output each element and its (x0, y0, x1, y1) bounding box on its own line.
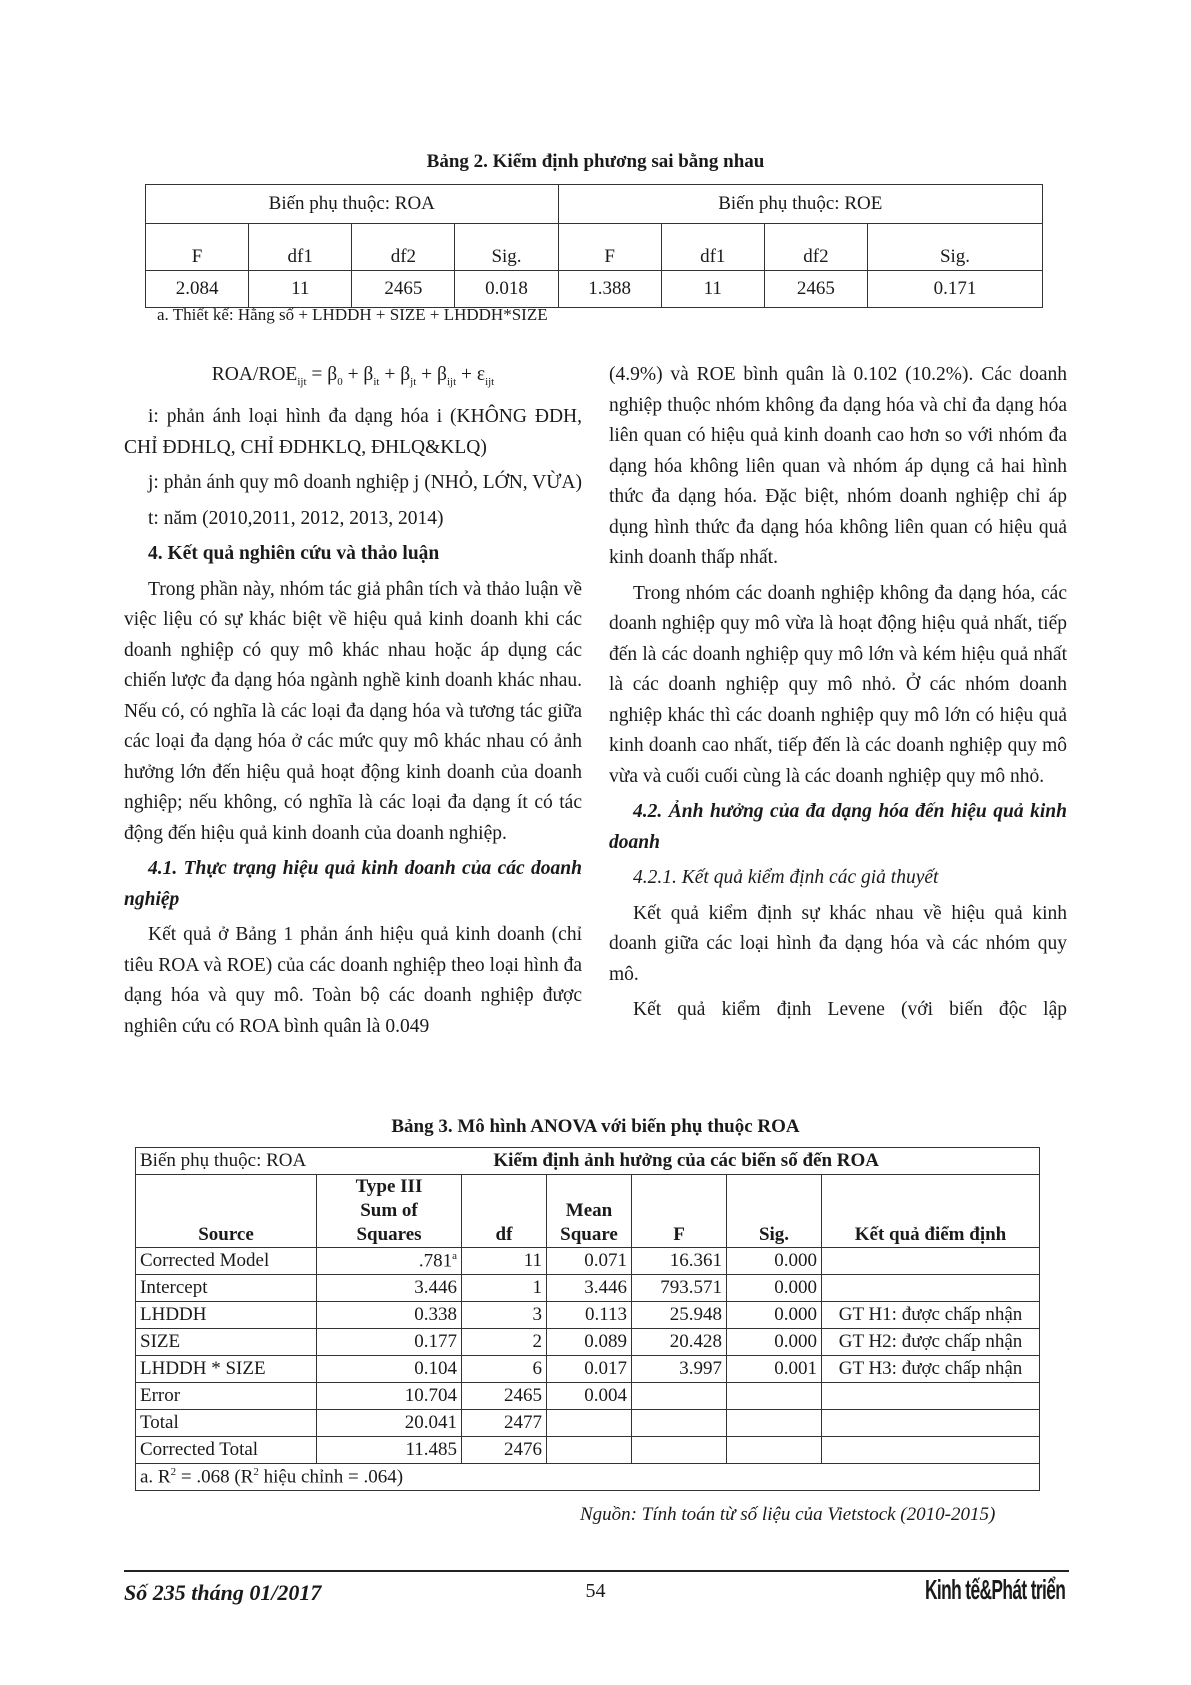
paragraph-continued: (4.9%) và ROE bình quân là 0.102 (10.2%). Các doanh nghiệp thuộc nhóm không đa dạng hóa và chỉ đa dạng hóa liên quan có hiệu quả kinh doanh cao hơn so với nhóm đa dạng hóa không liên quan và nhóm áp dụng cả hai hình thức đa dạng hóa. Đặc biệt, nhóm doanh nghiệp chỉ áp dụng hình thức đa dạng hóa không liên quan có hiệu quả kinh doanh thấp nhất. (609, 364, 1067, 568)
table3-result (822, 1383, 1040, 1410)
table2-cell: 11 (661, 271, 764, 308)
table3-note-part: hiệu chỉnh = .064) (258, 1466, 404, 1488)
table3-header-ss-line: Sum of (360, 1200, 418, 1221)
table2-col-header: df2 (764, 224, 867, 271)
table3-source: Total (136, 1410, 317, 1437)
formula-subscript: it (373, 375, 380, 388)
table2-col-header: df1 (661, 224, 764, 271)
table3-result (822, 1410, 1040, 1437)
source-note: Nguồn: Tính toán từ số liệu của Vietstock (2010-2015) (580, 1504, 996, 1525)
table3-df: 2 (462, 1329, 547, 1356)
table3-dep-var: Biến phụ thuộc: ROA (136, 1148, 462, 1175)
table3-f: 25.948 (632, 1302, 727, 1329)
table3-result: GT H3: được chấp nhận (822, 1356, 1040, 1383)
paragraph-4-1: Kết quả ở Bảng 1 phản ánh hiệu quả kinh doanh (chỉ tiêu ROA và ROE) của các doanh nghiệp theo loại hình đa dạng hóa và quy mô. Toàn bộ các doanh nghiệp được nghiên cứu có ROA bình quân là 0.049 (124, 924, 582, 1037)
table3-row (136, 1248, 1040, 1275)
table2-group-roe: Biến phụ thuộc: ROE (558, 185, 1042, 224)
table3-row (136, 1329, 1040, 1356)
table3-row (136, 1275, 1040, 1302)
table3-df: 1 (462, 1275, 547, 1302)
table3-f: 16.361 (632, 1248, 727, 1275)
table2-cell: 11 (249, 271, 352, 308)
table3-ms: 0.113 (547, 1302, 632, 1329)
paragraph-i: i: phản ánh loại hình đa dạng hóa i (KHÔNG ĐDH, CHỈ ĐDHLQ, CHỈ ĐDHKLQ, ĐHLQ&KLQ) (124, 406, 582, 458)
formula-term: + β (379, 364, 411, 385)
table3-note-sup: 2 (170, 1465, 177, 1478)
table3-ms: 0.089 (547, 1329, 632, 1356)
table3-source: Corrected Model (136, 1248, 317, 1275)
table3-header-source: Source (136, 1175, 317, 1248)
table3-ss: 0.338 (317, 1302, 462, 1329)
table3-f: 20.428 (632, 1329, 727, 1356)
table3-row (136, 1356, 1040, 1383)
table3-ss-value: .781 (418, 1250, 453, 1272)
table3-ms (547, 1410, 632, 1437)
table3-sig: 0.000 (727, 1329, 822, 1356)
table3-source: Intercept (136, 1275, 317, 1302)
table3-ss: 0.177 (317, 1329, 462, 1356)
table3-note-part: = .068 (R (176, 1466, 254, 1488)
formula-subscript: ijt (446, 375, 457, 388)
table3-header-ss (317, 1175, 462, 1248)
table3-ss-footnote-mark: a (452, 1249, 457, 1262)
table3-header-ss-line: Type III (355, 1176, 423, 1197)
table2 (145, 184, 1043, 308)
formula-subscript: jt (410, 375, 417, 388)
table3-ms: 0.017 (547, 1356, 632, 1383)
table3-df: 11 (462, 1248, 547, 1275)
table3-ss: 10.704 (317, 1383, 462, 1410)
table3-row (136, 1383, 1040, 1410)
table2-cell: 0.171 (867, 271, 1042, 308)
table3-header-ms-line: Square (560, 1224, 618, 1245)
table3-f (632, 1437, 727, 1464)
table3-result: GT H1: được chấp nhận (822, 1302, 1040, 1329)
table3-f (632, 1383, 727, 1410)
section-heading-4-2-1: 4.2.1. Kết quả kiểm định các giả thuyết (633, 867, 939, 888)
table3-ms: 0.004 (547, 1383, 632, 1410)
formula-term: ROA/ROE (211, 364, 298, 385)
table3-header-ms-line: Mean (565, 1200, 613, 1221)
table3-ss: 3.446 (317, 1275, 462, 1302)
table3-result: GT H2: được chấp nhận (822, 1329, 1040, 1356)
table2-caption: Bảng 2. Kiểm định phương sai bằng nhau (426, 151, 765, 172)
table3-ms: 0.071 (547, 1248, 632, 1275)
issue-label: Số 235 tháng 01/2017 (124, 1580, 322, 1605)
table2-col-header: Sig. (867, 224, 1042, 271)
table2-col-header: df1 (249, 224, 352, 271)
table3-f (632, 1410, 727, 1437)
table3-df: 2476 (462, 1437, 547, 1464)
paragraph-4-2-1: Kết quả kiểm định sự khác nhau về hiệu quả kinh doanh giữa các loại hình đa dạng hóa và các nhóm quy mô. (609, 902, 1067, 985)
table3-sig: 0.001 (727, 1356, 822, 1383)
table3-header-result: Kết quả điểm định (822, 1175, 1040, 1248)
formula-term: + ε (456, 364, 486, 385)
table3-sig: 0.000 (727, 1275, 822, 1302)
table3-ss (317, 1248, 462, 1275)
paragraph-intro: Trong phần này, nhóm tác giả phân tích và thảo luận về việc liệu có sự khác biệt về hiệu quả kinh doanh khi các doanh nghiệp có quy mô khác nhau hoặc áp dụng các chiến lược đa dạng hóa ngành nghề kinh doanh khác nhau. Nếu có, có nghĩa là các loại đa dạng hóa và tương tác giữa các loại đa dạng hóa ở các mức quy mô khác nhau có ảnh hưởng lớn đến hiệu quả hoạt động kinh doanh của doanh nghiệp; nếu không, có nghĩa là các loại đa dạng ít có tác động đến hiệu quả kinh doanh của doanh nghiệp. (124, 578, 582, 844)
table3-sig (727, 1410, 822, 1437)
table3-source: Error (136, 1383, 317, 1410)
table3-header-df: df (462, 1175, 547, 1248)
table2-cell: 2465 (352, 271, 455, 308)
paragraph-groups: Trong nhóm các doanh nghiệp không đa dạng hóa, các doanh nghiệp quy mô vừa là hoạt động hiệu quả nhất, tiếp đến là các doanh nghiệp quy mô lớn và kém hiệu quả nhất là các doanh nghiệp quy mô nhỏ. Ở các nhóm doanh nghiệp khác thì các doanh nghiệp quy mô lớn có hiệu quả kinh doanh cao nhất, tiếp đến là các doanh nghiệp quy mô vừa và cuối cuối cùng là các doanh nghiệp quy mô nhỏ. (609, 582, 1067, 787)
table2-col-header: F (146, 224, 249, 271)
table3-source: LHDDH (136, 1302, 317, 1329)
table3-df: 2477 (462, 1410, 547, 1437)
table3-df: 3 (462, 1302, 547, 1329)
footer-divider (124, 1570, 1069, 1572)
table2-cell: 1.388 (558, 271, 661, 308)
table3 (135, 1147, 1040, 1491)
table2-col-header: Sig. (455, 224, 558, 271)
table2-cell: 2.084 (146, 271, 249, 308)
table2-col-header: F (558, 224, 661, 271)
table3-f: 3.997 (632, 1356, 727, 1383)
formula-term: + β (416, 364, 447, 385)
table3-result (822, 1248, 1040, 1275)
formula-term: = β (306, 364, 338, 385)
table3-ss: 0.104 (317, 1356, 462, 1383)
table3-df: 2465 (462, 1383, 547, 1410)
table3-note-sup: 2 (253, 1465, 259, 1478)
table3-sig (727, 1383, 822, 1410)
model-formula (124, 360, 582, 397)
table3-result (822, 1275, 1040, 1302)
table3-header-ss-line: Squares (356, 1224, 422, 1245)
table3-result (822, 1437, 1040, 1464)
table3-df: 6 (462, 1356, 547, 1383)
table3-ss: 11.485 (317, 1437, 462, 1464)
table3-caption: Bảng 3. Mô hình ANOVA với biến phụ thuộc ROA (391, 1116, 800, 1137)
table3-ss: 20.041 (317, 1410, 462, 1437)
table3-note-part: a. R (140, 1466, 171, 1488)
table2-col-header: df2 (352, 224, 455, 271)
table3-sig: 0.000 (727, 1302, 822, 1329)
table3-sig (727, 1437, 822, 1464)
table3-ms: 3.446 (547, 1275, 632, 1302)
section-heading-4: 4. Kết quả nghiên cứu và thảo luận (148, 543, 440, 565)
section-heading-4-1: 4.1. Thực trạng hiệu quả kinh doanh của các doanh nghiệp (124, 858, 582, 910)
page-number: 54 (585, 1580, 606, 1602)
paragraph-t: t: năm (2010,2011, 2012, 2013, 2014) (148, 507, 444, 529)
paragraph-j: j: phản ánh quy mô doanh nghiệp j (NHỎ, LỚN, VỪA) (148, 472, 582, 494)
table3-note (136, 1464, 1040, 1491)
table3-source: Corrected Total (136, 1437, 317, 1464)
table3-test-title: Kiểm định ảnh hưởng của các biến số đến ROA (462, 1148, 1040, 1175)
table2-cell: 2465 (764, 271, 867, 308)
formula-term: + β (342, 364, 374, 385)
table3-sig: 0.000 (727, 1248, 822, 1275)
table3-header-f: F (632, 1175, 727, 1248)
left-column (124, 360, 582, 1047)
right-column (609, 360, 1067, 1031)
table2-group-roa: Biến phụ thuộc: ROA (146, 185, 559, 224)
table3-source: SIZE (136, 1329, 317, 1356)
table3-row (136, 1410, 1040, 1437)
table3-header-ms (547, 1175, 632, 1248)
table2-cell: 0.018 (455, 271, 558, 308)
formula-subscript: ijt (297, 375, 307, 388)
paragraph-levene: Kết quả kiểm định Levene (với biến độc lập (633, 999, 1067, 1020)
table3-header-sig: Sig. (727, 1175, 822, 1248)
table3-source: LHDDH * SIZE (136, 1356, 317, 1383)
formula-subscript: 0 (337, 375, 343, 388)
table3-f: 793.571 (632, 1275, 727, 1302)
formula-subscript: ijt (485, 375, 495, 388)
table3-row (136, 1437, 1040, 1464)
table2-note: a. Thiết kế: Hằng số + LHDDH + SIZE + LHDDH*SIZE (157, 305, 548, 324)
table3-ms (547, 1437, 632, 1464)
journal-logo: Kinh tế&Phát triển (925, 1574, 1066, 1605)
section-heading-4-2: 4.2. Ảnh hưởng của đa dạng hóa đến hiệu quả kinh doanh (609, 801, 1067, 853)
table3-row (136, 1302, 1040, 1329)
